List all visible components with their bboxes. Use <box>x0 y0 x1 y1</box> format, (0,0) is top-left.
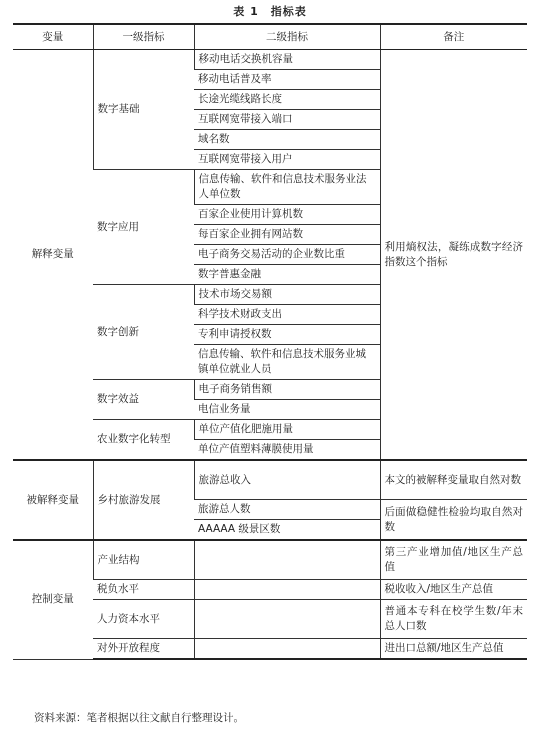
variable-cell: 被解释变量 <box>13 460 93 540</box>
level1-cell: 人力资本水平 <box>93 600 194 639</box>
level2-cell: 电子商务交易活动的企业数比重 <box>194 245 380 265</box>
level2-cell: AAAAA 级景区数 <box>194 520 380 541</box>
level1-cell: 对外开放程度 <box>93 639 194 660</box>
level1-cell: 数字应用 <box>93 170 194 285</box>
level1-cell: 产业结构 <box>93 540 194 580</box>
level2-cell: 互联网宽带接入用户 <box>194 150 380 170</box>
level2-cell <box>194 540 380 580</box>
indicator-table <box>13 23 527 660</box>
note-cell: 进出口总额/地区生产总值 <box>380 639 527 660</box>
level2-cell <box>194 580 380 600</box>
level2-cell: 单位产值化肥施用量 <box>194 420 380 440</box>
level2-cell: 数字普惠金融 <box>194 265 380 285</box>
note-cell: 第三产业增加值/地区生产总值 <box>380 540 527 580</box>
table-row <box>13 460 527 500</box>
level1-cell: 农业数字化转型 <box>93 420 194 461</box>
level2-cell: 单位产值塑料薄膜使用量 <box>194 440 380 461</box>
level2-cell: 信息传输、软件和信息技术服务业城镇单位就业人员 <box>194 345 380 380</box>
level2-cell: 电子商务销售额 <box>194 380 380 400</box>
table-row <box>13 540 527 580</box>
level2-cell <box>194 639 380 660</box>
header-level1: 一级指标 <box>93 24 194 50</box>
level2-cell: 移动电话普及率 <box>194 70 380 90</box>
variable-cell: 控制变量 <box>13 540 93 659</box>
level1-cell: 数字创新 <box>93 285 194 380</box>
level2-cell: 旅游总人数 <box>194 500 380 520</box>
level2-cell: 信息传输、软件和信息技术服务业法人单位数 <box>194 170 380 205</box>
header-variable: 变量 <box>13 24 93 50</box>
note-cell: 后面做稳健性检验均取自然对数 <box>380 500 527 541</box>
level2-cell: 每百家企业拥有网站数 <box>194 225 380 245</box>
level2-cell <box>194 600 380 639</box>
table-header-row <box>13 24 527 50</box>
level2-cell: 技术市场交易额 <box>194 285 380 305</box>
table-row <box>13 50 527 70</box>
level1-cell: 乡村旅游发展 <box>93 460 194 540</box>
level2-cell: 电信业务量 <box>194 400 380 420</box>
level2-cell: 科学技术财政支出 <box>194 305 380 325</box>
header-note: 备注 <box>380 24 527 50</box>
header-level2: 二级指标 <box>194 24 380 50</box>
note-cell: 利用熵权法，凝练成数字经济指数这个指标 <box>380 50 527 461</box>
level2-cell: 互联网宽带接入端口 <box>194 110 380 130</box>
level2-cell: 专利申请授权数 <box>194 325 380 345</box>
table-caption: 表 1 指标表 <box>233 5 307 18</box>
level2-cell: 长途光缆线路长度 <box>194 90 380 110</box>
level1-cell: 数字基础 <box>93 50 194 170</box>
level2-cell: 百家企业使用计算机数 <box>194 205 380 225</box>
level2-cell: 移动电话交换机容量 <box>194 50 380 70</box>
level2-cell: 旅游总收入 <box>194 460 380 500</box>
level2-cell: 域名数 <box>194 130 380 150</box>
variable-cell: 解释变量 <box>13 50 93 461</box>
source-note: 资料来源：笔者根据以往文献自行整理设计。 <box>34 712 244 724</box>
note-cell: 普通本专科在校学生数/年末总人口数 <box>380 600 527 639</box>
note-cell: 税收收入/地区生产总值 <box>380 580 527 600</box>
level1-cell: 税负水平 <box>93 580 194 600</box>
note-cell: 本文的被解释变量取自然对数 <box>380 460 527 500</box>
level1-cell: 数字效益 <box>93 380 194 420</box>
